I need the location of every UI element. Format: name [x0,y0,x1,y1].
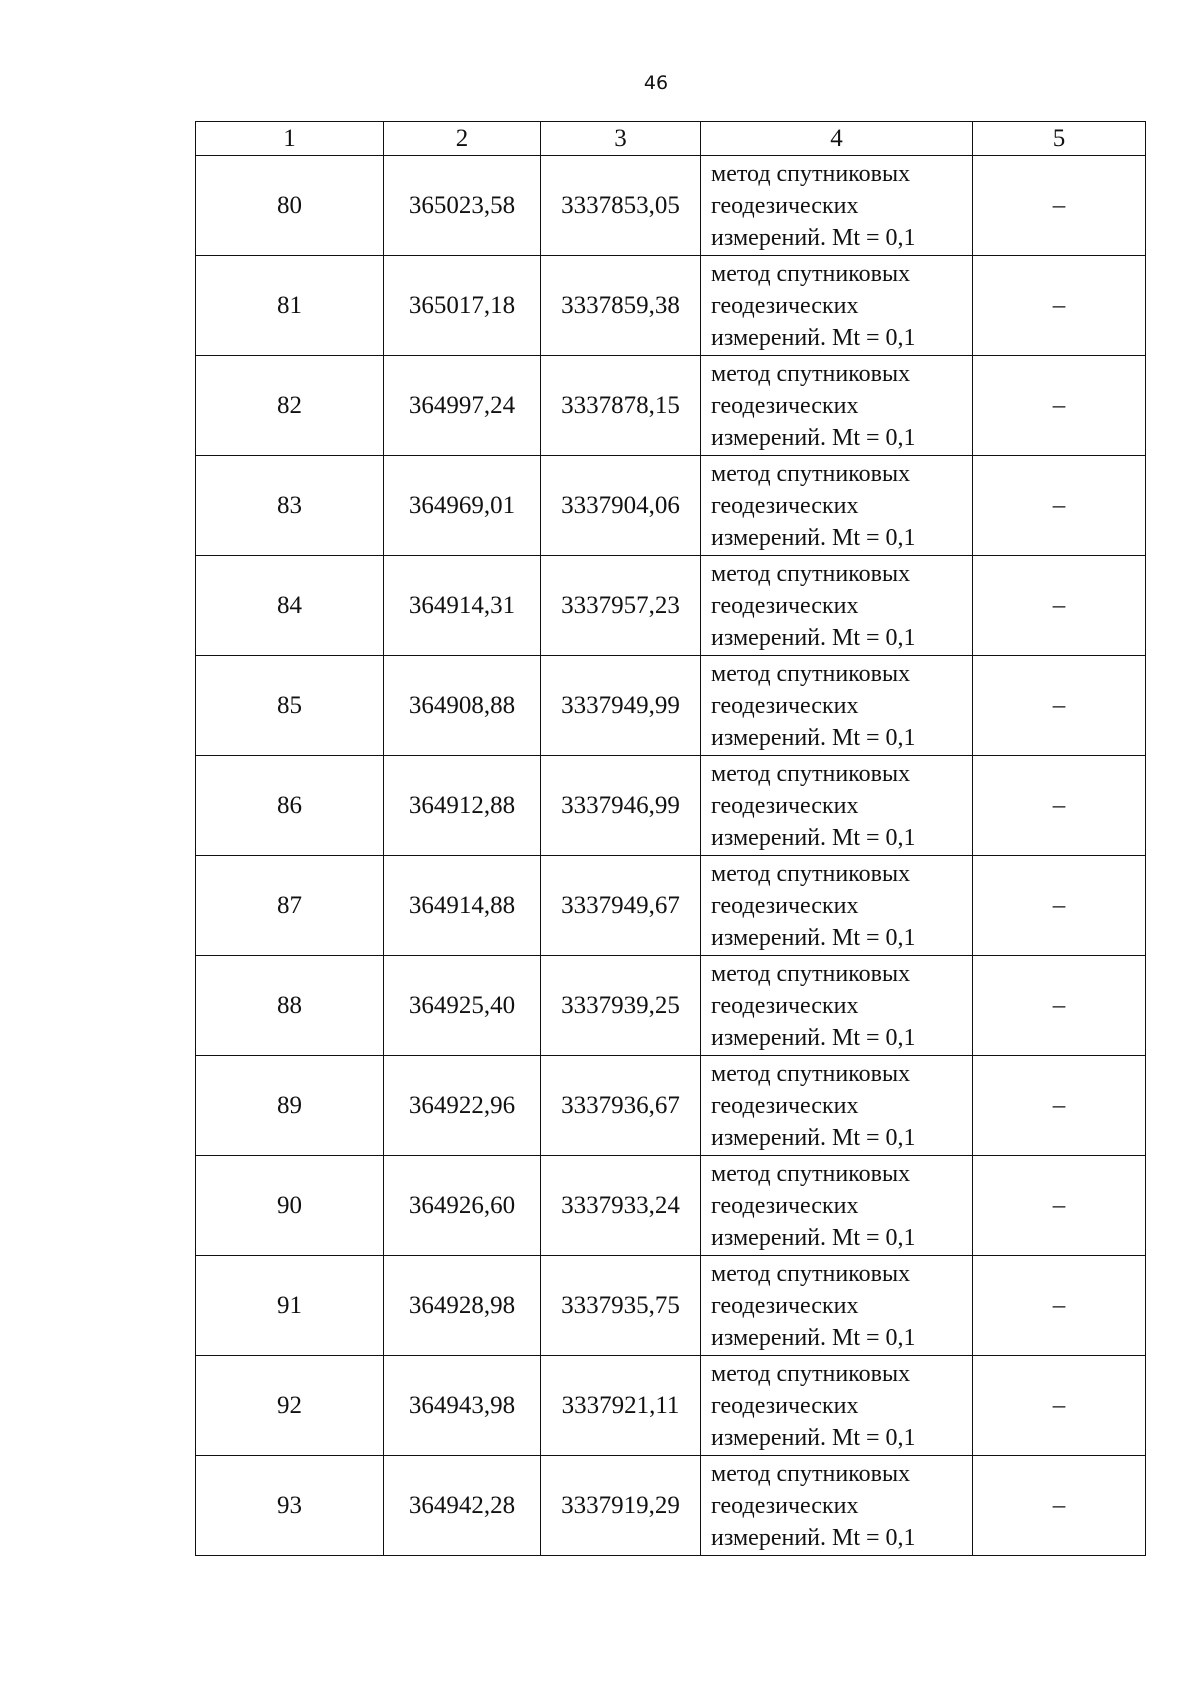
header-cell: 5 [973,122,1146,156]
y-coordinate-cell: 3337919,29 [541,1456,701,1556]
table-row [196,1456,1146,1556]
table-row [196,456,1146,556]
table-header-row [196,122,1146,156]
x-coordinate-cell: 364925,40 [384,956,541,1056]
note-cell: – [973,556,1146,656]
table-row [196,1356,1146,1456]
method-line: измерений. Mt = 0,1 [711,1424,916,1451]
header-cell: 2 [384,122,541,156]
method-cell [701,656,973,756]
method-cell [701,456,973,556]
y-coordinate-cell: 3337949,99 [541,656,701,756]
coordinates-table [195,121,1146,1556]
method-cell [701,1256,973,1356]
method-line: измерений. Mt = 0,1 [711,724,916,751]
method-line: геодезических [711,692,859,719]
method-line: геодезических [711,392,859,419]
note-cell: – [973,456,1146,556]
y-coordinate-cell: 3337949,67 [541,856,701,956]
method-line: метод спутниковых [711,1360,911,1387]
point-number-cell: 83 [196,456,384,556]
method-cell [701,1056,973,1156]
method-line: геодезических [711,1392,859,1419]
method-line: измерений. Mt = 0,1 [711,1224,916,1251]
x-coordinate-cell: 364914,88 [384,856,541,956]
note-cell: – [973,1356,1146,1456]
point-number-cell: 82 [196,356,384,456]
method-cell [701,956,973,1056]
method-line: метод спутниковых [711,1460,911,1487]
method-line: геодезических [711,1092,859,1119]
method-line: метод спутниковых [711,460,911,487]
point-number-cell: 85 [196,656,384,756]
method-line: измерений. Mt = 0,1 [711,224,916,251]
method-line: геодезических [711,1292,859,1319]
method-line: геодезических [711,1192,859,1219]
note-cell: – [973,1456,1146,1556]
table-row [196,1056,1146,1156]
point-number-cell: 81 [196,256,384,356]
method-line: измерений. Mt = 0,1 [711,1324,916,1351]
x-coordinate-cell: 364922,96 [384,1056,541,1156]
method-cell [701,156,973,256]
method-line: геодезических [711,592,859,619]
x-coordinate-cell: 364926,60 [384,1156,541,1256]
note-cell: – [973,756,1146,856]
method-line: измерений. Mt = 0,1 [711,1124,916,1151]
method-line: геодезических [711,492,859,519]
header-cell: 4 [701,122,973,156]
method-line: измерений. Mt = 0,1 [711,424,916,451]
y-coordinate-cell: 3337936,67 [541,1056,701,1156]
page-number: 46 [643,72,669,94]
method-line: геодезических [711,192,859,219]
table-row [196,656,1146,756]
method-line: геодезических [711,1492,859,1519]
note-cell: – [973,1156,1146,1256]
y-coordinate-cell: 3337878,15 [541,356,701,456]
x-coordinate-cell: 365023,58 [384,156,541,256]
method-line: геодезических [711,292,859,319]
method-line: геодезических [711,892,859,919]
method-cell [701,556,973,656]
y-coordinate-cell: 3337957,23 [541,556,701,656]
x-coordinate-cell: 364928,98 [384,1256,541,1356]
method-cell [701,1356,973,1456]
table-row [196,356,1146,456]
point-number-cell: 87 [196,856,384,956]
point-number-cell: 91 [196,1256,384,1356]
method-line: измерений. Mt = 0,1 [711,1524,916,1551]
y-coordinate-cell: 3337933,24 [541,1156,701,1256]
point-number-cell: 92 [196,1356,384,1456]
table-row [196,956,1146,1056]
method-line: метод спутниковых [711,660,911,687]
table-row [196,1156,1146,1256]
method-line: метод спутниковых [711,560,911,587]
x-coordinate-cell: 364969,01 [384,456,541,556]
method-line: метод спутниковых [711,1060,911,1087]
method-line: измерений. Mt = 0,1 [711,624,916,651]
point-number-cell: 84 [196,556,384,656]
method-cell [701,256,973,356]
y-coordinate-cell: 3337853,05 [541,156,701,256]
method-line: метод спутниковых [711,260,911,287]
y-coordinate-cell: 3337904,06 [541,456,701,556]
note-cell: – [973,956,1146,1056]
note-cell: – [973,156,1146,256]
method-line: метод спутниковых [711,160,911,187]
note-cell: – [973,256,1146,356]
x-coordinate-cell: 364942,28 [384,1456,541,1556]
x-coordinate-cell: 364908,88 [384,656,541,756]
method-cell [701,1456,973,1556]
method-cell [701,756,973,856]
y-coordinate-cell: 3337946,99 [541,756,701,856]
x-coordinate-cell: 364997,24 [384,356,541,456]
note-cell: – [973,1056,1146,1156]
point-number-cell: 86 [196,756,384,856]
method-line: измерений. Mt = 0,1 [711,324,916,351]
method-line: метод спутниковых [711,360,911,387]
method-line: измерений. Mt = 0,1 [711,524,916,551]
method-line: геодезических [711,792,859,819]
header-cell: 1 [196,122,384,156]
note-cell: – [973,656,1146,756]
method-line: метод спутниковых [711,760,911,787]
table-row [196,256,1146,356]
table-row [196,756,1146,856]
point-number-cell: 93 [196,1456,384,1556]
method-line: измерений. Mt = 0,1 [711,924,916,951]
method-line: измерений. Mt = 0,1 [711,1024,916,1051]
y-coordinate-cell: 3337935,75 [541,1256,701,1356]
point-number-cell: 89 [196,1056,384,1156]
note-cell: – [973,1256,1146,1356]
method-line: метод спутниковых [711,1160,911,1187]
method-line: метод спутниковых [711,960,911,987]
method-line: измерений. Mt = 0,1 [711,824,916,851]
table-row [196,1256,1146,1356]
x-coordinate-cell: 365017,18 [384,256,541,356]
note-cell: – [973,856,1146,956]
method-cell [701,1156,973,1256]
point-number-cell: 90 [196,1156,384,1256]
header-cell: 3 [541,122,701,156]
y-coordinate-cell: 3337921,11 [541,1356,701,1456]
table-row [196,556,1146,656]
table-row [196,156,1146,256]
method-line: метод спутниковых [711,860,911,887]
note-cell: – [973,356,1146,456]
method-cell [701,856,973,956]
point-number-cell: 80 [196,156,384,256]
x-coordinate-cell: 364912,88 [384,756,541,856]
point-number-cell: 88 [196,956,384,1056]
y-coordinate-cell: 3337939,25 [541,956,701,1056]
x-coordinate-cell: 364914,31 [384,556,541,656]
method-line: геодезических [711,992,859,1019]
x-coordinate-cell: 364943,98 [384,1356,541,1456]
table-row [196,856,1146,956]
y-coordinate-cell: 3337859,38 [541,256,701,356]
method-cell [701,356,973,456]
method-line: метод спутниковых [711,1260,911,1287]
